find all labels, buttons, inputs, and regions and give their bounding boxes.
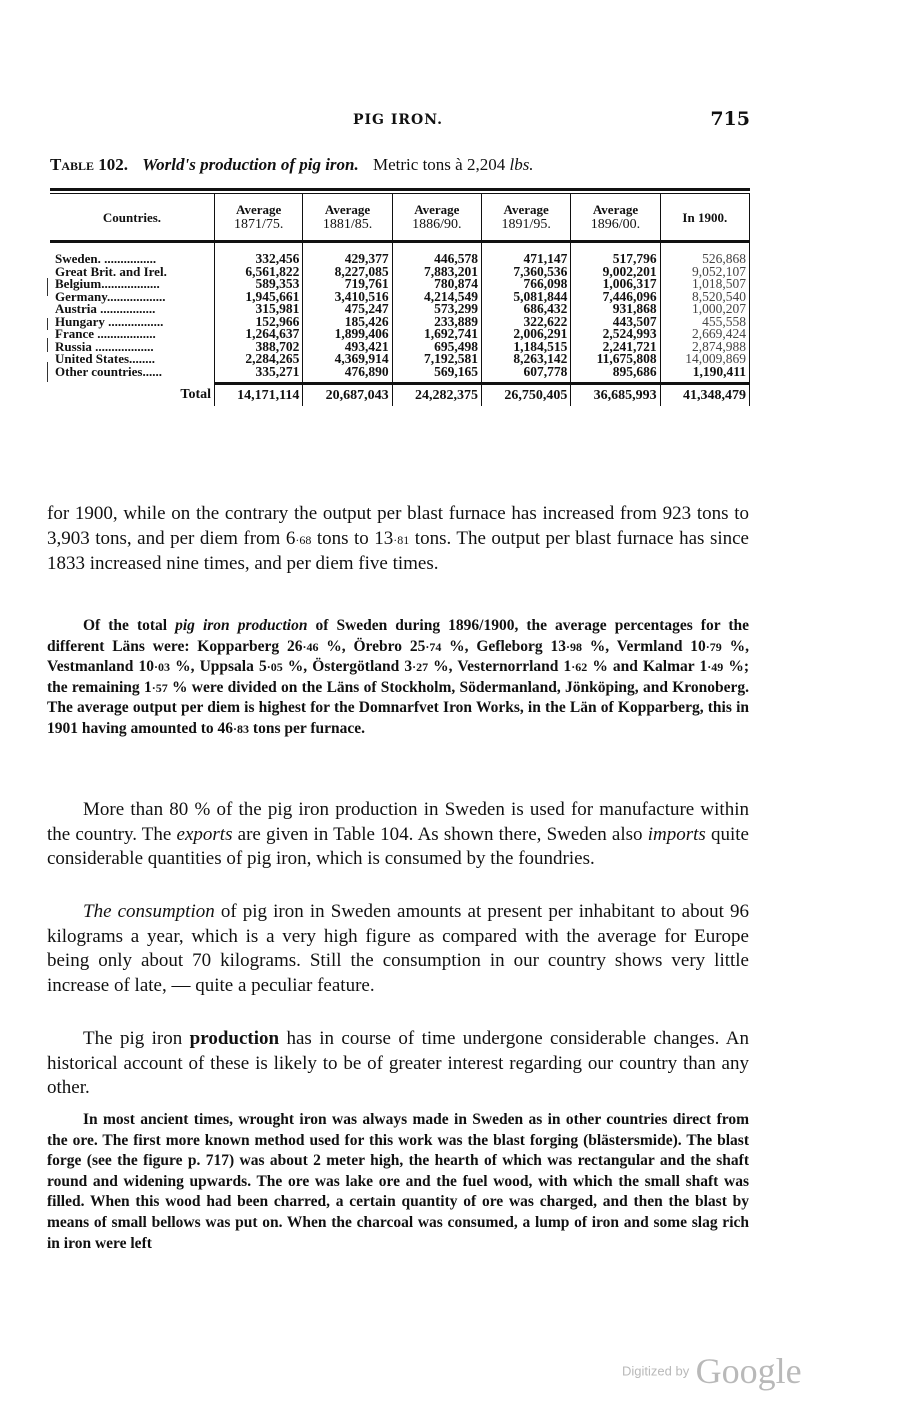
table-title: World's production of pig iron. <box>142 155 359 174</box>
paragraph-lan-percentages: Of the total pig iron production of Sweden during 1896/1900, the average percentages for the different Läns were: Kopparberg 26·46 %, Örebro 25·74 %, Gefleborg 13·98 %, Vermland 10·79 %, Vestmanland 10·03 %, Uppsala 5·05 %, Östergötland 3·27 %, Vesternorrland 1·62 % and Kalmar 1·49 %; the remaining 1·57 % were divided on the Läns of Stockholm, Södermanland, Jönköping, and Kronoberg. The average output per diem is highest for the Domnarfvet Iron Works, in the Län of Kopparberg, this in 1901 having amounted to 46·83 tons per furnace. <box>47 617 750 737</box>
column-header-1896-00: Average 1896/00. <box>571 194 660 242</box>
column-header-1891-95: Average 1891/95. <box>482 194 571 242</box>
production-table-container <box>50 188 750 406</box>
production-table <box>50 194 750 406</box>
margin-mark <box>47 278 48 296</box>
table-caption <box>50 155 534 175</box>
table-label: Table 102. <box>50 155 129 174</box>
margin-mark <box>47 338 48 352</box>
margin-mark <box>47 362 48 382</box>
table-row: Sweden. ................ 332,456 429,377 446,578 471,147 517,796 526,868 <box>50 242 750 266</box>
paragraph-output-per-furnace: for 1900, while on the contrary the output per blast furnace has increased from 923 tons to 3,903 tons, and per diem from 6·68 tons to 13·81 tons. The output per blast furnace has since 1833 increased nine times, and per diem five times. <box>47 503 749 575</box>
paragraph-exports-imports: More than 80 % of the pig iron production in Sweden is used for manufacture within the country. The exports are given in Table 104. As shown there, Sweden also imports quite considerable quantities of pig iron, which is consumed by the foundries. <box>47 799 749 870</box>
table-row: Great Brit. and Irel. 6,561,822 8,227,085 7,883,201 7,360,536 9,002,201 9,052,107 <box>50 266 750 279</box>
table-row: Russia .................. 388,702 493,421 695,498 1,184,515 2,241,721 2,874,988 <box>50 341 750 354</box>
column-header-1871-75: Average 1871/75. <box>215 194 303 242</box>
table-unit-abbrev: lbs. <box>509 155 534 174</box>
paragraph-blast-forging: In most ancient times, wrought iron was always made in Sweden as in other countries direct from the ore. The first more known method used for this work was the blast forging (blästersmide). The blast forge (see the figure p. 717) was about 2 meter high, the hearth of which was rectangular and the shaft round and widening upwards. The ore was lake ore and the fuel wood, with which the small shaft was filled. When this wood had been charred, a certain quantity of ore was charged, and then the blast by means of small bellows was put on. When the charcoal was consumed, a lump of iron and some slag rich in iron were left <box>47 1111 749 1252</box>
table-row: France .................. 1,264,637 1,899,406 1,692,741 2,006,291 2,524,993 2,669,424 <box>50 328 750 341</box>
column-header-1881-85: Average 1881/85. <box>303 194 392 242</box>
paragraph-consumption: The consumption of pig iron in Sweden amounts at present per inhabitant to about 96 kilograms a year, which is a very high figure as compared with the average for Europe being only about 70 kilograms. Still the consumption in our country shows very little increase of late, — quite a peculiar feature. <box>47 901 749 996</box>
page-number: 715 <box>710 108 750 130</box>
column-header-1900: In 1900. <box>660 194 749 242</box>
running-title: PIG IRON. <box>352 112 444 128</box>
column-header-countries: Countries. <box>50 194 215 242</box>
table-row: United States........ 2,284,265 4,369,914 7,192,581 8,263,142 11,675,808 14,009,869 <box>50 353 750 366</box>
margin-mark <box>47 318 48 330</box>
table-row: Belgium.................. 589,353 719,761 780,874 766,098 1,006,317 1,018,507 <box>50 278 750 291</box>
column-header-1886-90: Average 1886/90. <box>392 194 481 242</box>
total-label: Total <box>50 384 215 406</box>
running-header <box>46 108 750 132</box>
table-row: Austria ................. 315,981 475,247 573,299 686,432 931,868 1,000,207 <box>50 303 750 316</box>
table-row: Germany.................. 1,945,661 3,410,516 4,214,549 5,081,844 7,446,096 8,520,540 <box>50 291 750 304</box>
table-header-row <box>50 194 750 242</box>
digitized-by-watermark: Digitized by Google <box>622 1351 802 1391</box>
table-total-row: Total 14,171,114 20,687,043 24,282,375 26,750,405 36,685,993 41,348,479 <box>50 384 750 406</box>
table-unit: Metric tons à 2,204 <box>373 155 506 174</box>
table-row: Hungary ................. 152,966 185,426 233,889 322,622 443,507 455,558 <box>50 316 750 329</box>
paragraph-production-changes: The pig iron production has in course of time undergone considerable changes. An historical account of these is likely to be of greater interest regarding our country than any other. <box>47 1028 749 1099</box>
table-row: Other countries...... 335,271 476,890 569,165 607,778 895,686 1,190,411 <box>50 366 750 384</box>
google-logo: Google <box>695 1351 802 1391</box>
